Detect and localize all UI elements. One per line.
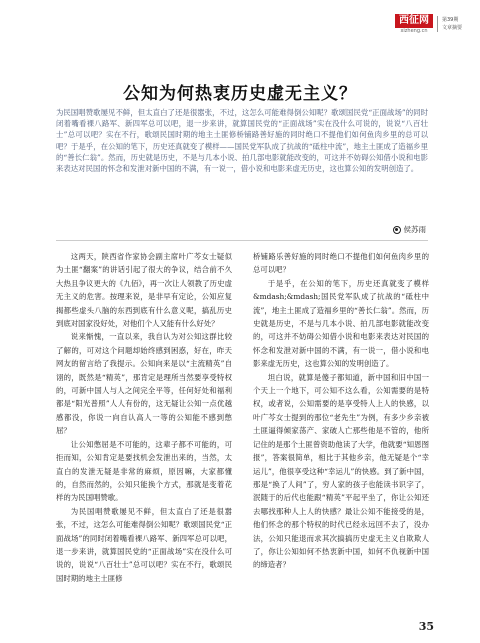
paragraph: 这两天，陕西省作家协会副主席叶广芩女士疑似为土匪“翻案”的讲话引起了很大的争议，结合前不久大热且争议更大的《九佰》，再一次让人领教了历史虚无主义的危害。按理来说，是非早有定论，公知应复揭都些虚头八脑的东西到底有什么意义呢，搞乱历史到底对国家没好处，对他们个人又能有什么好处？ xyxy=(56,252,232,329)
author-name: 侯苏雨 xyxy=(403,225,426,234)
paragraph: 坦白说，就算是傻子都知道，新中国和旧中国一个天上一个地下，可公知不这么看，公知需要的是特权，或者说，公知需要的是享受特人上人的快感，以叶广芩女士提到的那位“老先生”为例，有多少乡亲被土匪逼得倾家荡产、家破人亡那些他是不管的，他所记住的是那个土匪曾资助他读了大学，他就要“知恩图报”，答案很简单，相比于其他乡亲，他无疑是个“幸运儿”，他很享受这种“幸运儿”的快感。到了新中国，那是“换了人间”了，穷人家的孩子也能读书识字了，泯随于的后代也能跟“精英”平起平坐了，你让公知还去哪找那种人上人的快感？最让公知不能接受的是，他们怀念的那个特权的时代已经永远回不去了，没办法，公知只能退而求其次搞搞历史虚无主义自欺欺人了，你让公知如何不热衷新中国，如何不仇视新中国的缔造者？ xyxy=(253,372,429,570)
masthead xyxy=(395,10,462,38)
article-summary: 为民国唱赞歌屡见不鲜，但太直白了还是很嚣张，不过，这怎么可能难得倒公知呢？歌颂国民党“正面战场”的同时闭着嘴看裸八路军、新四军总可以吧，退一步来讲，就算国民党的“正面战场”实在没什么可说的，说说“八百壮士”总可以吧？实在不行，歌颂民国时期的地主土匪修桥铺路善好施的同时绝口不提他们如何鱼肉乡里的总可以吧？于是乎，在公知的笔下，历史还真就变了模样——国民党军队成了抗战的“砥柱中流”，地主土匪成了造福乡里的“善长仁翁”。然而，历史就是历史，不是与几本小说、拍几部电影就能改变的，可这并不妨碍公知借小说和电影来表达对民国的怀念和发泄对新中国的不满，有一说一，借小说和电影来虚无历史，这也算公知的发明创造了。 xyxy=(56,108,428,174)
article-title: 公知为何热衷历史虚无主义？ xyxy=(123,84,357,104)
left-column xyxy=(56,250,232,585)
page-number: 35 xyxy=(418,620,434,633)
paragraph: 说来惭愧，一直以来，我自认为对公知这群比较了解的，可对这个问题却始终感到困惑，好在，昨天网友的留言给了我提示。公知向来是以“主流精英”自诩的，既然是“精英”，那肯定是理所当然要享受特权的，可新中国人与人之间完全平等，任何好处和福利都是“阳光普照”人人有份的，这无疑让公知一点优越感都没，你说一向自认高人一等的公知能不感到憋屈？ xyxy=(56,332,232,436)
logo-subtext: xizheng.cn xyxy=(400,27,428,34)
logo-text: 西征网 xyxy=(395,14,433,28)
bullet-icon xyxy=(393,226,401,234)
paragraph: 让公知憋屈是不可能的，这辈子都不可能的，可拒而知，公知肯定是要找机会发泄出来的，当然，太直白的发泄无疑是非常的麻烦，原因嘛，大家都懂的，自然而然的，公知只能换个方式，那就是变着花样的为民国唱赞歌。 xyxy=(56,439,232,503)
divider xyxy=(56,240,428,241)
author-line xyxy=(393,224,427,235)
paragraph: 桥铺路乐善好施的同时绝口不提他们如何鱼肉乡里的总可以吧？ xyxy=(253,252,429,275)
issue-line-2: 文章摘要 xyxy=(441,25,462,31)
issue-line-1: 第39期 xyxy=(441,17,459,23)
right-column xyxy=(253,250,429,572)
paragraph: 为民国唱赞歌屡见不鲜，但太直白了还是很嚣张，不过，这怎么可能难得倒公知呢？歌颂国民党“正面战场”的同时闭着嘴看裸八路军、新四军总可以吧，退一步来讲，就算国民党的“正面战场”实在没什么可说的，说说“八百壮士”总可以吧？实在不行，歌颂民国时期的地主土匪修 xyxy=(56,506,232,583)
site-logo xyxy=(395,14,433,35)
issue-info xyxy=(437,16,462,32)
paragraph: 于是乎，在公知的笔下，历史还真就变了模样&mdash;&mdash;国民党军队成了抗战的“砥柱中流”，地主土匪成了造福乡里的“善长仁翁”。然而，历史就是历史，不是与几本小说、拍几部电影就能改变的，可这并不妨碍公知借小说和电影来表达对民国的怀念和发泄对新中国的不满，有一说一，借小说和电影来虚无历史，这也算公知的发明创造了。 xyxy=(253,278,429,369)
